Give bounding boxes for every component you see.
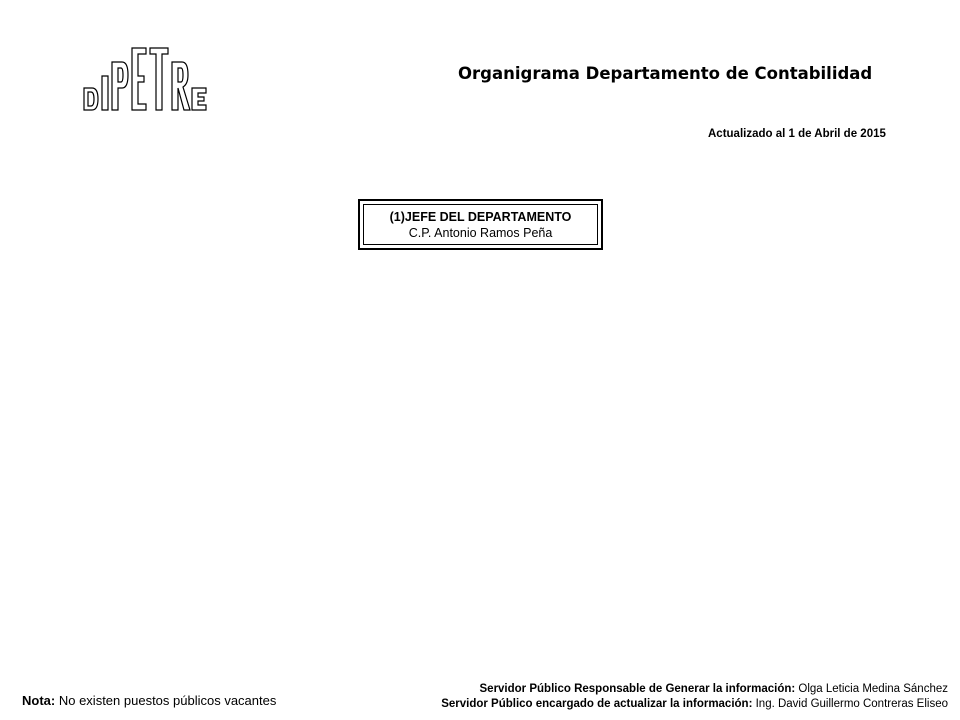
footer-nota [22,693,276,708]
responsable-line [441,682,948,697]
nota-text: No existen puestos públicos vacantes [58,693,277,708]
org-box-name: C.P. Antonio Ramos Peña [408,225,553,240]
dipetre-logo [80,40,212,116]
encargado-label: Servidor Público encargado de actualizar la información: [441,698,753,710]
page-title: Organigrama Departamento de Contabilidad [458,64,873,83]
org-box-title: (1)JEFE DEL DEPARTAMENTO [389,209,572,224]
org-box-inner [363,204,598,245]
footer-servidores [441,682,948,712]
encargado-line [441,697,948,712]
responsable-label: Servidor Público Responsable de Generar la información: [479,683,796,695]
encargado-name: Ing. David Guillermo Contreras Eliseo [755,698,948,710]
updated-date: Actualizado al 1 de Abril de 2015 [708,128,886,140]
nota-label: Nota: [22,693,56,708]
responsable-name: Olga Leticia Medina Sánchez [798,683,948,695]
org-box-jefe [358,199,603,250]
